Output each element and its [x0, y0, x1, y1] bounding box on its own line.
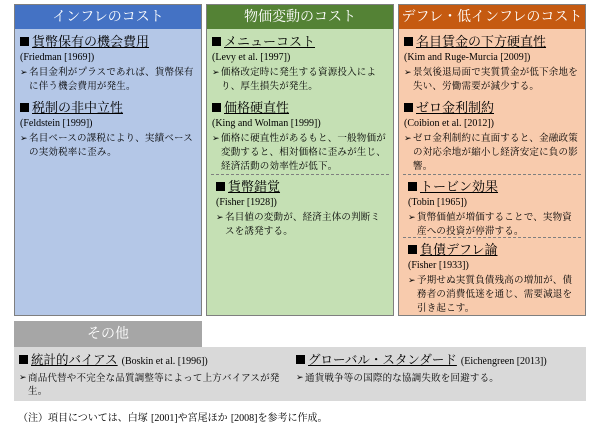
- item-citation: (Boskin et al. [1996]): [121, 356, 208, 367]
- item-citation: (Fisher [1933]): [408, 260, 469, 271]
- arrow-right-icon: ➢: [212, 68, 220, 78]
- item-zero-lower-bound: [404, 101, 581, 174]
- item-description: 価格に硬直性があるもと、一般物価が変動すると、相対価格に歪みが生じ、経済活動の効率性が低下。: [221, 133, 386, 172]
- black-square-icon: [20, 37, 29, 46]
- item-description: 価格改定時に発生する資源投入により、厚生損失が発生。: [221, 67, 377, 92]
- black-square-icon: [216, 182, 225, 191]
- item-title: グローバル・スタンダード: [308, 352, 457, 367]
- item-title: ゼロ金利制約: [416, 101, 495, 116]
- item-citation: (Kim and Ruge-Murcia [2009]): [404, 52, 531, 63]
- black-square-icon: [212, 37, 221, 46]
- item-title: メニューコスト: [224, 35, 316, 50]
- item-citation: (King and Wolman [1999]): [212, 118, 321, 129]
- arrow-right-icon: ➢: [212, 134, 220, 144]
- item-title: トービン効果: [420, 180, 499, 195]
- black-square-icon: [212, 103, 221, 112]
- item-description: ゼロ金利制約に直面すると、金融政策の対応余地が縮小し経済安定に負の影響。: [413, 133, 578, 172]
- item-citation: (Feldstein [1999]): [20, 118, 93, 129]
- black-square-icon: [19, 355, 28, 364]
- item-citation: (Eichengreen [2013]): [460, 356, 547, 367]
- inflation-cost-column: [14, 4, 202, 316]
- item-citation: (Levy et al. [1997]): [212, 52, 291, 63]
- item-title: 負債デフレ論: [420, 243, 498, 258]
- item-description: 景気後退局面で実質賃金が低下余地を失い、労働需要が減少する。: [413, 67, 578, 92]
- item-description: 貨幣価値が増価することで、実物資産への投資が停滞する。: [417, 212, 573, 237]
- item-title: 貨幣保有の機会費用: [32, 35, 150, 50]
- item-title: 名目賃金の下方硬直性: [416, 35, 547, 50]
- item-description: 名目ベースの課税により、実績ベースの実効税率に歪み。: [29, 133, 193, 158]
- item-downward-wage-rigidity: [404, 35, 581, 94]
- item-description: 名目値の変動が、経済主体の判断ミスを誘発する。: [225, 212, 381, 237]
- item-money-illusion: [216, 180, 389, 239]
- item-description: 商品代替や不完全な品質調整等によって上方バイアスが発生。: [28, 373, 280, 397]
- item-price-rigidity: [212, 101, 389, 174]
- dashed-divider: [403, 237, 581, 238]
- black-square-icon: [296, 355, 305, 364]
- arrow-right-icon: ➢: [20, 134, 28, 144]
- arrow-right-icon: ➢: [216, 213, 224, 223]
- item-citation: (Coibion et al. [2012]): [404, 118, 494, 129]
- item-description: 名目金利がプラスであれば、貨幣保有に伴う機会費用が発生。: [29, 67, 194, 92]
- black-square-icon: [404, 37, 413, 46]
- item-opportunity-cost: [20, 35, 197, 94]
- arrow-right-icon: ➢: [404, 134, 412, 144]
- item-title: 価格硬直性: [224, 101, 290, 116]
- item-citation: (Fisher [1928]): [216, 197, 277, 208]
- black-square-icon: [404, 103, 413, 112]
- arrow-right-icon: ➢: [19, 373, 27, 383]
- item-global-standard: [296, 352, 582, 385]
- item-description: 予期せぬ実質負債残高の増加が、債務者の消費低迷を通じ、需要減退を引き起こす。: [417, 275, 573, 314]
- arrow-right-icon: ➢: [408, 213, 416, 223]
- item-debt-deflation: [408, 243, 581, 316]
- other-header: その他: [14, 321, 202, 347]
- arrow-right-icon: ➢: [404, 68, 412, 78]
- other-section: [14, 347, 586, 401]
- arrow-right-icon: ➢: [20, 68, 28, 78]
- item-menu-cost: [212, 35, 389, 94]
- black-square-icon: [20, 103, 29, 112]
- item-title: 税制の非中立性: [32, 101, 124, 116]
- arrow-right-icon: ➢: [296, 373, 304, 383]
- item-citation: (Tobin [1965]): [408, 197, 468, 208]
- price-variation-cost-header: 物価変動のコスト: [207, 5, 393, 29]
- deflation-cost-header: デフレ・低インフレのコスト: [399, 5, 585, 29]
- item-title: 統計的バイアス: [31, 352, 118, 367]
- item-tax-non-neutrality: [20, 101, 197, 160]
- item-citation: (Friedman [1969]): [20, 52, 95, 63]
- dashed-divider: [403, 174, 581, 175]
- item-title: 貨幣錯覚: [228, 180, 281, 195]
- deflation-cost-column: [398, 4, 586, 316]
- price-variation-cost-column: [206, 4, 394, 316]
- item-statistical-bias: [19, 352, 289, 398]
- arrow-right-icon: ➢: [408, 276, 416, 286]
- black-square-icon: [408, 182, 417, 191]
- inflation-cost-header: インフレのコスト: [15, 5, 201, 29]
- black-square-icon: [408, 245, 417, 254]
- footnote: （注）項目については、白塚 [2001]や宮尾ほか [2008]を参考に作成。: [18, 413, 328, 424]
- dashed-divider: [211, 174, 389, 175]
- item-description: 通貨戦争等の国際的な協調失敗を回避する。: [305, 373, 500, 384]
- item-tobin-effect: [408, 180, 581, 239]
